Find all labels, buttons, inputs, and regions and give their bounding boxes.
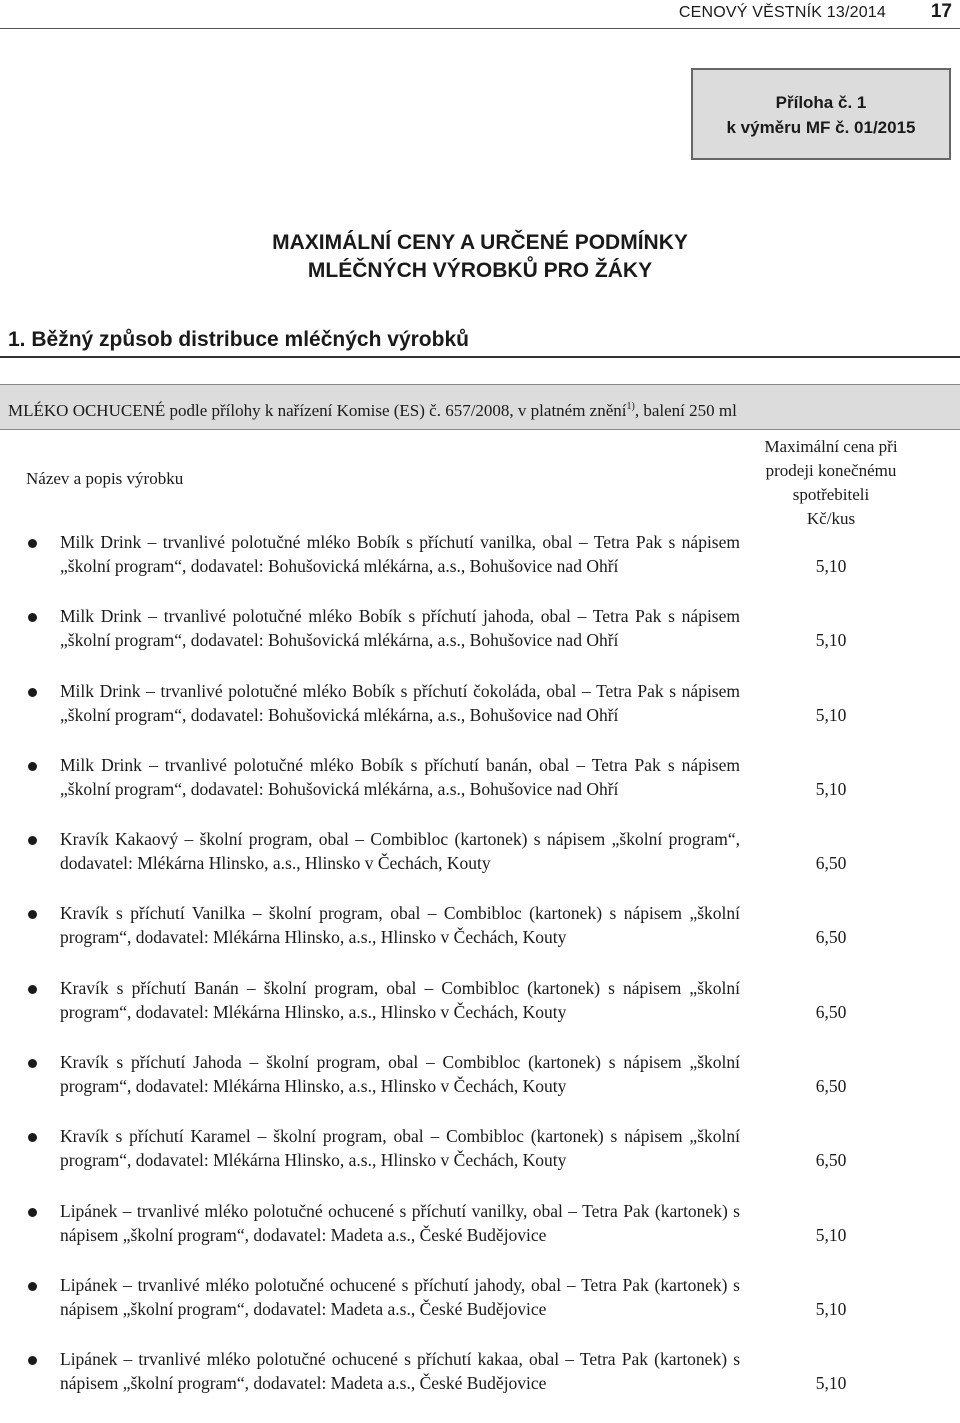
page-header [0,0,960,28]
category-packaging: , balení 250 ml [634,401,737,420]
product-description: Kravík s příchutí Jahoda – školní program, obal – Combibloc (kartonek) s nápisem „školní program“, dodavatel: Mlékárna Hlinsko, a.s., Hlinsko v Čechách, Kouty [60,1052,740,1097]
footnote-marker: 1) [626,401,635,412]
bullet-icon [28,613,37,622]
product-description: Kravík s příchutí Banán – školní program, obal – Combibloc (kartonek) s nápisem „školní program“, dodavatel: Mlékárna Hlinsko, a.s., Hlinsko v Čechách, Kouty [60,977,740,1022]
bullet-icon [28,1133,37,1142]
product-item [0,604,960,678]
bullet-icon [28,1208,37,1217]
product-item [0,1199,960,1273]
product-price: 5,10 [815,556,847,576]
product-price: 6,50 [815,1001,847,1022]
column-header-price [735,435,927,531]
product-description: Milk Drink – trvanlivé polotučné mléko Bobík s příchutí jahoda, obal – Tetra Pak s nápisem „školní program“, dodavatel: Bohušovická mlékárna, a.s., Bohušovice nad Ohří [60,606,740,651]
product-item [0,679,960,753]
product-description: Kravík Kakaový – školní program, obal – Combibloc (kartonek) s nápisem „školní program“, dodavatel: Mlékárna Hlinsko, a.s., Hlinsko v Čechách, Kouty [60,829,740,874]
product-price: 6,50 [815,1076,847,1097]
category-text: MLÉKO OCHUCENÉ podle přílohy k nařízení Komise (ES) č. 657/2008, v platném znění [8,401,627,420]
bullet-icon [28,910,37,919]
price-header-line-3: spotřebiteli [792,485,870,504]
product-item [0,1347,960,1421]
product-description: Milk Drink – trvanlivé polotučné mléko Bobík s příchutí čokoláda, obal – Tetra Pak s nápisem „školní program“, dodavatel: Bohušovická mlékárna, a.s., Bohušovice nad Ohří [60,680,740,725]
price-header-line-4: Kč/kus [806,509,856,528]
product-description: Kravík s příchutí Karamel – školní program, obal – Combibloc (kartonek) s nápisem „školní program“, dodavatel: Mlékárna Hlinsko, a.s., Hlinsko v Čechách, Kouty [60,1126,740,1171]
product-price: 5,10 [815,778,847,799]
product-price: 6,50 [815,1150,847,1171]
bullet-icon [28,762,37,771]
title-line-1: MAXIMÁLNÍ CENY A URČENÉ PODMÍNKY [272,231,688,254]
category-bar [0,384,960,430]
product-item [0,901,960,975]
product-price: 5,10 [815,1373,847,1394]
product-item [0,1050,960,1124]
column-header-name: Název a popis výrobku [26,469,184,488]
bullet-icon [28,836,37,845]
price-header-line-2: prodeji konečnému [765,461,897,480]
product-description: Lipánek – trvanlivé mléko polotučné ochucené s příchutí kakaa, obal – Tetra Pak (kartonek) s nápisem „školní program“, dodavatel: Madeta a.s., České Budějovice [60,1349,740,1394]
product-description: Kravík s příchutí Vanilka – školní program, obal – Combibloc (kartonek) s nápisem „školní program“, dodavatel: Mlékárna Hlinsko, a.s., Hlinsko v Čechách, Kouty [60,903,740,948]
title-line-2: MLÉČNÝCH VÝROBKŮ PRO ŽÁKY [307,259,653,282]
document-title [0,229,960,285]
product-item [0,976,960,1050]
bullet-icon [28,985,37,994]
appendix-line-1: Příloha č. 1 [775,93,867,112]
product-description: Milk Drink – trvanlivé polotučné mléko Bobík s příchutí vanilka, obal – Tetra Pak s nápisem „školní program“, dodavatel: Bohušovická mlékárna, a.s., Bohušovice nad Ohří [60,532,740,576]
header-rule [0,28,960,29]
bullet-icon [28,688,37,697]
product-price: 5,10 [815,1224,847,1245]
product-list [0,530,960,1422]
product-price: 5,10 [815,1298,847,1319]
price-header-line-1: Maximální cena při [764,437,898,456]
product-price: 5,10 [815,704,847,725]
page-number: 17 [930,1,952,22]
product-price: 5,10 [815,630,847,651]
product-price: 6,50 [815,853,847,874]
product-description: Milk Drink – trvanlivé polotučné mléko Bobík s příchutí banán, obal – Tetra Pak s nápisem „školní program“, dodavatel: Bohušovická mlékárna, a.s., Bohušovice nad Ohří [60,754,740,799]
product-item [0,1273,960,1347]
product-item [0,1124,960,1198]
journal-title: CENOVÝ VĚSTNÍK 13/2014 [678,4,886,21]
product-item [0,530,960,604]
section-heading: 1. Běžný způsob distribuce mléčných výrobků [8,328,469,351]
bullet-icon [28,1282,37,1291]
product-item [0,753,960,827]
product-item [0,827,960,901]
bullet-icon [28,1059,37,1068]
product-description: Lipánek – trvanlivé mléko polotučné ochucené s příchutí vanilky, obal – Tetra Pak (kartonek) s nápisem „školní program“, dodavatel: Madeta a.s., České Budějovice [60,1200,740,1245]
bullet-icon [28,1356,37,1365]
bullet-icon [28,539,37,548]
section-rule [0,356,960,358]
product-price: 6,50 [815,927,847,948]
appendix-box [691,68,951,160]
appendix-line-2: k výměru MF č. 01/2015 [726,118,916,137]
product-description: Lipánek – trvanlivé mléko polotučné ochucené s příchutí jahody, obal – Tetra Pak (kartonek) s nápisem „školní program“, dodavatel: Madeta a.s., České Budějovice [60,1274,740,1319]
